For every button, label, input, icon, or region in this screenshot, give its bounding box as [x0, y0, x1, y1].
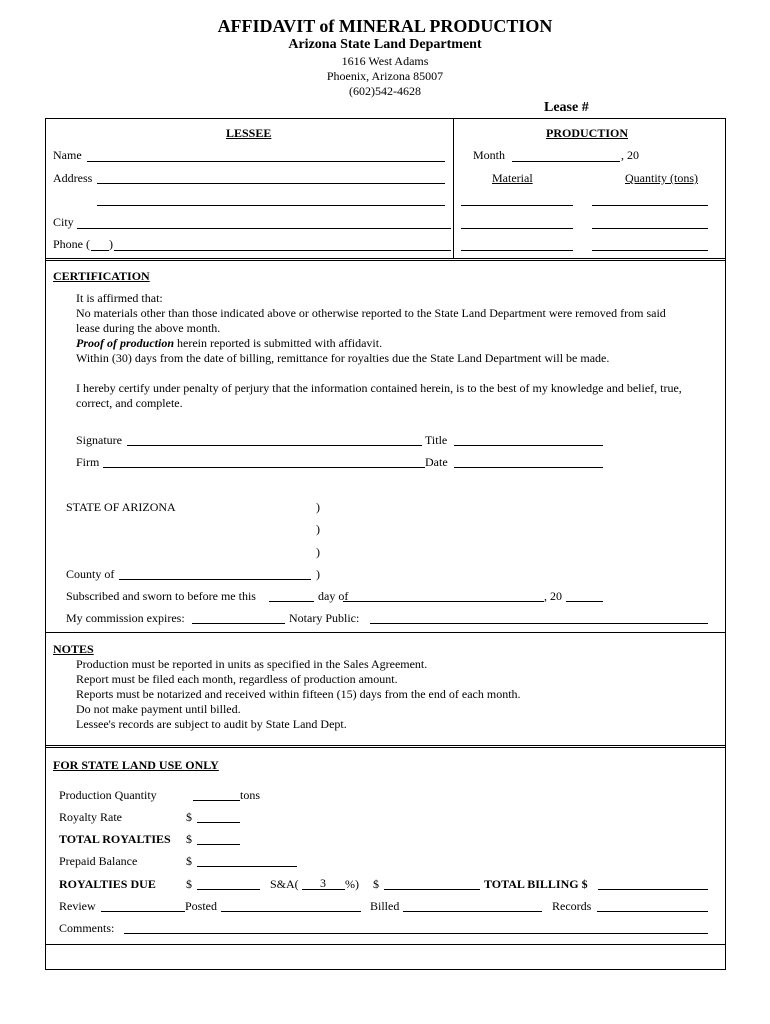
billed-label: Billed: [370, 899, 400, 913]
note-item: Report must be filed each month, regardless of production amount.: [76, 672, 398, 686]
name-field[interactable]: [87, 161, 445, 162]
county-label: County of: [66, 567, 115, 581]
department-address-1: 1616 West Adams: [341, 54, 429, 68]
note-item: Do not make payment until billed.: [76, 702, 241, 716]
firm-label: Firm: [76, 455, 100, 469]
royalty-rate-field[interactable]: [197, 822, 240, 823]
note-item: Production must be reported in units as specified in the Sales Agreement.: [76, 657, 428, 671]
material-label: Material: [492, 171, 533, 185]
state-of-arizona-label: STATE OF ARIZONA: [66, 500, 176, 514]
lessee-heading: LESSEE: [226, 126, 272, 140]
material-field-2[interactable]: [461, 228, 573, 229]
signature-label: Signature: [76, 433, 122, 447]
certification-line-3: lease during the above month.: [76, 321, 221, 335]
sa-label: S&A(: [270, 877, 299, 891]
commission-expires-label: My commission expires:: [66, 611, 185, 625]
total-royalties-field[interactable]: [197, 844, 240, 845]
date-label: Date: [425, 455, 448, 469]
billed-field[interactable]: [403, 911, 542, 912]
certification-line-6: I hereby certify under penalty of perjury that the information contained herein, is to the best of my knowledge and belief, true,: [76, 381, 682, 395]
section-divider-state-use: [45, 745, 726, 748]
section-divider-notes: [45, 632, 726, 633]
certification-line-5: Within (30) days from the date of billing, remittance for royalties due the State Land Department will be made.: [76, 351, 610, 365]
sa-percent-value: 3: [320, 876, 326, 890]
production-year-label: , 20: [621, 148, 639, 162]
notes-heading: NOTES: [53, 642, 94, 656]
lease-number-label: Lease #: [544, 100, 589, 115]
review-field[interactable]: [101, 911, 185, 912]
sworn-year-label: , 20: [544, 589, 562, 603]
sa-close-label: %): [345, 877, 359, 891]
phone-label: Phone (: [53, 237, 90, 251]
production-quantity-field[interactable]: [193, 800, 240, 801]
paren-2: ): [316, 522, 320, 536]
certification-line-1: It is affirmed that:: [76, 291, 163, 305]
records-label: Records: [552, 899, 592, 913]
name-label: Name: [53, 148, 82, 162]
comments-label: Comments:: [59, 921, 115, 935]
review-label: Review: [59, 899, 96, 913]
quantity-field-2[interactable]: [592, 228, 708, 229]
sworn-year-field[interactable]: [566, 601, 603, 602]
note-item: Lessee's records are subject to audit by State Land Dept.: [76, 717, 347, 731]
section-divider-bottom: [45, 944, 726, 945]
phone-close-paren: ): [109, 237, 113, 251]
prepaid-balance-field[interactable]: [197, 866, 297, 867]
quantity-field-1[interactable]: [592, 205, 708, 206]
paren-3: ): [316, 545, 320, 559]
comments-field[interactable]: [124, 933, 708, 934]
records-field[interactable]: [597, 911, 708, 912]
month-field[interactable]: [512, 161, 620, 162]
certification-line-2: No materials other than those indicated above or otherwise reported to the State Land Department were removed from said: [76, 306, 666, 320]
county-field[interactable]: [119, 579, 311, 580]
royalty-rate-dollar: $: [186, 810, 192, 824]
royalty-rate-label: Royalty Rate: [59, 810, 122, 824]
department-name: Arizona State Land Department: [288, 37, 482, 52]
royalties-due-field[interactable]: [197, 889, 260, 890]
prepaid-balance-label: Prepaid Balance: [59, 854, 138, 868]
city-field[interactable]: [77, 228, 451, 229]
date-field[interactable]: [454, 467, 603, 468]
address-label: Address: [53, 171, 93, 185]
phone-area-code-field[interactable]: [91, 250, 109, 251]
title-field[interactable]: [454, 445, 603, 446]
posted-field[interactable]: [221, 911, 361, 912]
total-royalties-dollar: $: [186, 832, 192, 846]
royalties-due-label: ROYALTIES DUE: [59, 877, 156, 891]
day-of-label: day of: [318, 589, 349, 603]
certification-heading: CERTIFICATION: [53, 269, 150, 283]
sworn-month-field[interactable]: [343, 601, 544, 602]
material-field-1[interactable]: [461, 205, 573, 206]
address-field-2[interactable]: [97, 205, 445, 206]
notary-public-label: Notary Public:: [289, 611, 360, 625]
production-quantity-label: Production Quantity: [59, 788, 157, 802]
firm-field[interactable]: [103, 467, 425, 468]
department-phone: (602)542-4628: [349, 84, 421, 98]
quantity-label: Quantity (tons): [625, 171, 698, 185]
paren-4: ): [316, 567, 320, 581]
paren-1: ): [316, 500, 320, 514]
title-label: Title: [425, 433, 448, 447]
certification-line-4: [76, 336, 382, 351]
proof-of-production-text: Proof of production: [76, 336, 175, 350]
posted-label: Posted: [185, 899, 218, 913]
production-heading: PRODUCTION: [546, 126, 629, 140]
address-field[interactable]: [97, 183, 445, 184]
sworn-day-field[interactable]: [269, 601, 314, 602]
royalties-due-dollar: $: [186, 877, 192, 891]
material-field-3[interactable]: [461, 250, 573, 251]
form-title: AFFIDAVIT of MINERAL PRODUCTION: [217, 16, 553, 36]
signature-field[interactable]: [127, 445, 422, 446]
lessee-production-divider: [453, 118, 454, 259]
total-royalties-label: TOTAL ROYALTIES: [59, 832, 171, 846]
prepaid-balance-dollar: $: [186, 854, 192, 868]
section-divider-certification: [45, 258, 726, 261]
phone-field[interactable]: [114, 250, 451, 251]
quantity-field-3[interactable]: [592, 250, 708, 251]
tons-label: tons: [240, 788, 261, 802]
sa-amount-field[interactable]: [384, 889, 480, 890]
month-label: Month: [473, 148, 506, 162]
certification-line-4-rest: herein reported is submitted with affidavit.: [174, 336, 383, 350]
sa-amount-dollar: $: [373, 877, 379, 891]
total-billing-label: TOTAL BILLING $: [484, 877, 588, 891]
total-billing-field[interactable]: [598, 889, 708, 890]
certification-line-7: correct, and complete.: [76, 396, 183, 410]
state-use-heading: FOR STATE LAND USE ONLY: [53, 758, 219, 772]
notary-public-field[interactable]: [370, 623, 708, 624]
city-label: City: [53, 215, 74, 229]
commission-expires-field[interactable]: [192, 623, 285, 624]
note-item: Reports must be notarized and received within fifteen (15) days from the end of each month.: [76, 687, 521, 701]
subscribed-label: Subscribed and sworn to before me this: [66, 589, 256, 603]
department-address-2: Phoenix, Arizona 85007: [326, 69, 444, 83]
